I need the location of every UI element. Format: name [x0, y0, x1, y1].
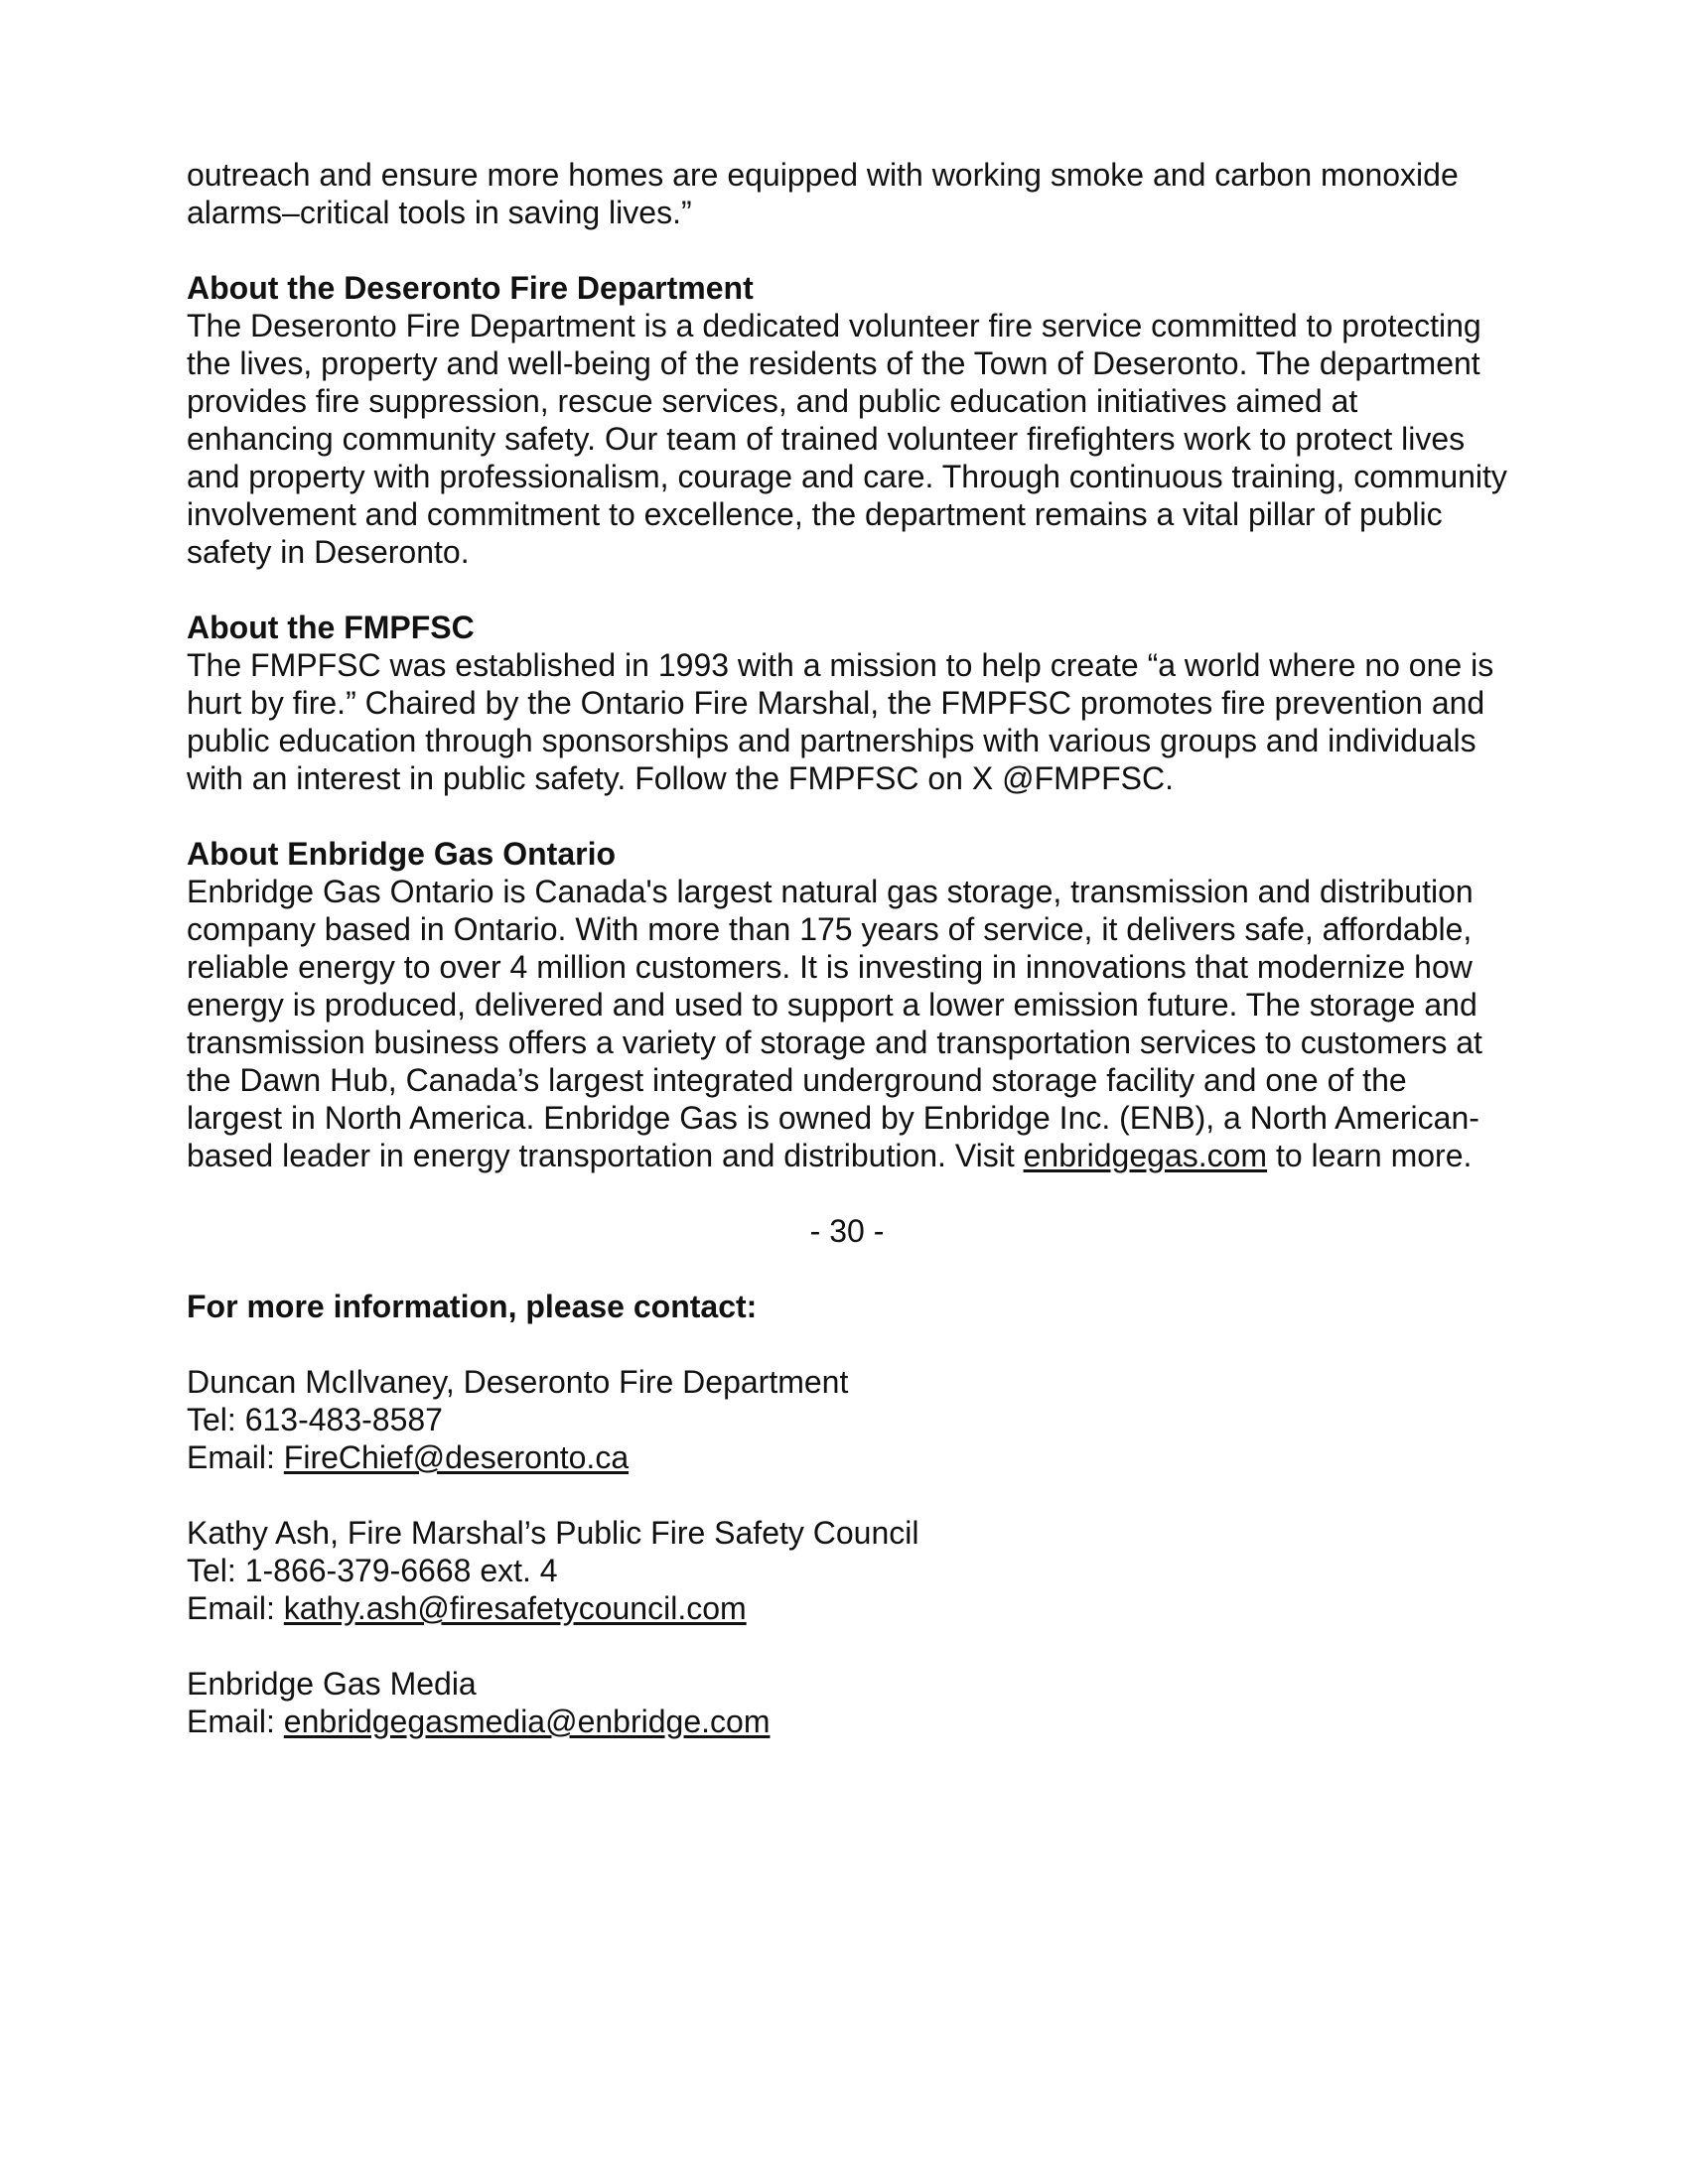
- section-body-text: Enbridge Gas Ontario is Canada's largest natural gas storage, transmission and distribution company based in Ontario. With more than 175 years of service, it delivers safe, affordable, reliable energy to over 4 million customers. It is investing in innovations that modernize how energy is produced, delivered and used to support a lower emission future. The storage and transmission business offers a variety of storage and transportation services to customers at the Dawn Hub, Canada’s largest integrated underground storage facility and one of the largest in North America. Enbridge Gas is owned by Enbridge Inc. (ENB), a North American-based leader in energy transportation and distribution. Visit: [187, 874, 1482, 1173]
- contact-email-line: [187, 1703, 1507, 1740]
- spacer: [187, 797, 1507, 835]
- contact-tel: Tel: 1-866-379-6668 ext. 4: [187, 1553, 558, 1588]
- contact-tel: Tel: 613-483-8587: [187, 1402, 443, 1437]
- contact-email-link[interactable]: enbridgegasmedia@enbridge.com: [283, 1704, 771, 1739]
- contact-email-label: Email:: [187, 1704, 284, 1739]
- section-fmpfsc: [187, 609, 1507, 797]
- contact-name: Duncan McIlvaney, Deseronto Fire Department: [187, 1364, 849, 1400]
- section-heading: About Enbridge Gas Ontario: [187, 836, 617, 872]
- section-body: The FMPFSC was established in 1993 with a mission to help create “a world where no one is hurt by fire.” Chaired by the Ontario Fire Marshal, the FMPFSC promotes fire prevention and public education through sponsorships and partnerships with various groups and individuals with an interest in public safety. Follow the FMPFSC on X @FMPFSC.: [187, 647, 1494, 796]
- spacer: [187, 1174, 1507, 1212]
- section-body: [187, 873, 1507, 1174]
- contact-email-link[interactable]: kathy.ash@firesafetycouncil.com: [283, 1590, 747, 1626]
- spacer: [187, 571, 1507, 609]
- contact-email-line: [187, 1589, 1507, 1627]
- section-enbridge: [187, 835, 1507, 1174]
- contact-name: Kathy Ash, Fire Marshal’s Public Fire Safety Council: [187, 1515, 919, 1551]
- section-heading: About the FMPFSC: [187, 610, 475, 645]
- contact-email-label: Email:: [187, 1439, 284, 1475]
- spacer: [187, 1476, 1507, 1514]
- end-marker: - 30 -: [809, 1213, 885, 1249]
- spacer: [187, 1325, 1507, 1363]
- spacer: [187, 1250, 1507, 1288]
- spacer: [187, 231, 1507, 269]
- contact-entry: [187, 1665, 1507, 1740]
- spacer: [187, 1627, 1507, 1665]
- intro-paragraph: outreach and ensure more homes are equipped with working smoke and carbon monoxide alarms–critical tools in saving lives.”: [187, 157, 1459, 230]
- document-page: [187, 156, 1507, 1740]
- section-deseronto-fire: [187, 269, 1507, 571]
- section-body: The Deseronto Fire Department is a dedicated volunteer fire service committed to protecting the lives, property and well-being of the residents of the Town of Deseronto. The department provides fire suppression, rescue services, and public education initiatives aimed at enhancing community safety. Our team of trained volunteer firefighters work to protect lives and property with professionalism, courage and care. Through continuous training, community involvement and commitment to excellence, the department remains a vital pillar of public safety in Deseronto.: [187, 308, 1507, 570]
- contact-entry: [187, 1514, 1507, 1627]
- contact-entry: [187, 1363, 1507, 1476]
- section-body-tail: to learn more.: [1267, 1138, 1473, 1173]
- contact-name: Enbridge Gas Media: [187, 1666, 477, 1702]
- contact-email-label: Email:: [187, 1590, 284, 1626]
- contact-email-line: [187, 1438, 1507, 1476]
- enbridge-website-link[interactable]: enbridgegas.com: [1023, 1138, 1268, 1173]
- contact-email-link[interactable]: FireChief@deseronto.ca: [283, 1439, 630, 1475]
- section-heading: About the Deseronto Fire Department: [187, 270, 754, 306]
- contact-heading: For more information, please contact:: [187, 1289, 758, 1324]
